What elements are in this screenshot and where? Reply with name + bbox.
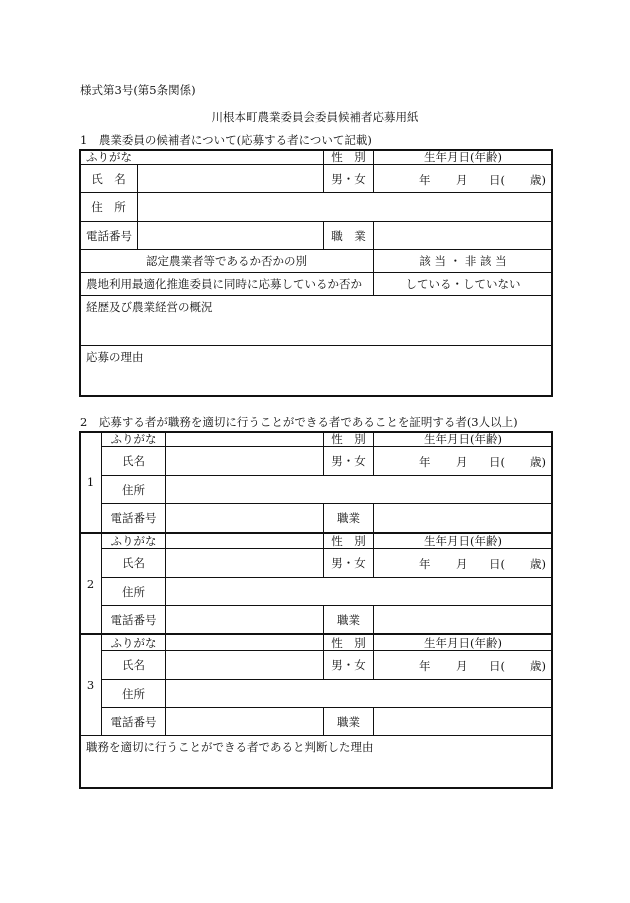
s2-2-name-label: 氏名 xyxy=(122,556,145,570)
s2-judgement-label: 職務を適切に行うことができる者であると判断した理由 xyxy=(86,740,374,754)
s1-reason-field[interactable] xyxy=(80,346,552,395)
s2-2-address-label: 住所 xyxy=(122,584,145,599)
s2-1-year: 年 xyxy=(419,455,431,469)
s2-1-day: 日( xyxy=(489,455,505,469)
s2-2-age: 歳) xyxy=(530,557,546,571)
s1-phone-field[interactable] xyxy=(138,222,323,249)
s2-3-birth-header: 生年月日(年齢) xyxy=(424,635,502,650)
s1-birth-header: 生年月日(年齢) xyxy=(424,149,502,164)
s2-number-1: 1 xyxy=(86,475,95,489)
s2-3-job-field[interactable] xyxy=(374,708,552,735)
s2-2-name-field[interactable] xyxy=(166,549,323,577)
s2-3-sex-value[interactable]: 男・女 xyxy=(331,658,366,672)
s2-1-address-field[interactable] xyxy=(166,476,552,503)
s2-3-sex-header: 性 別 xyxy=(331,635,366,650)
s1-career-label: 経歴及び農業経営の概況 xyxy=(86,300,213,314)
section2-heading: 2 応募する者が職務を適切に行うことができる者であることを証明する者(3人以上) xyxy=(80,415,518,429)
s2-1-furigana-label: ふりがな xyxy=(110,432,157,446)
s1-name-field[interactable] xyxy=(138,165,323,192)
s2-1-phone-field[interactable] xyxy=(166,504,323,532)
s2-2-furigana-label: ふりがな xyxy=(110,534,157,548)
s2-judgement-field[interactable] xyxy=(80,736,552,787)
s1-day: 日( xyxy=(489,173,505,187)
s2-number-2: 2 xyxy=(86,576,95,591)
s2-2-sex-header: 性 別 xyxy=(331,534,366,548)
s2-2-month: 月 xyxy=(456,557,468,571)
section1-heading: 1 農業委員の候補者について(応募する者について記載) xyxy=(80,133,372,147)
s2-2-job-label: 職業 xyxy=(337,612,360,627)
s2-1-sex-header: 性 別 xyxy=(331,432,366,446)
s1-month: 月 xyxy=(456,173,468,187)
s2-2-day: 日( xyxy=(489,557,505,571)
s1-concurrent-answer[interactable]: している・していない xyxy=(405,277,521,291)
s2-1-job-label: 職業 xyxy=(337,511,360,525)
s1-address-label: 住 所 xyxy=(91,200,126,214)
s1-name-label: 氏 名 xyxy=(91,171,126,186)
s2-1-birth-header: 生年月日(年齢) xyxy=(424,432,502,446)
form-title: 川根本町農業委員会委員候補者応募用紙 xyxy=(211,110,419,124)
s2-2-birth-header: 生年月日(年齢) xyxy=(424,534,502,548)
s1-concurrent-question: 農地利用最適化推進委員に同時に応募しているか否か xyxy=(86,277,362,291)
s2-1-name-field[interactable] xyxy=(166,447,323,475)
s2-3-month: 月 xyxy=(456,659,468,673)
s2-3-age: 歳) xyxy=(530,659,546,673)
form-number: 様式第3号(第5条関係) xyxy=(80,83,196,97)
s2-number-3: 3 xyxy=(86,678,95,692)
s1-address-field[interactable] xyxy=(138,193,552,221)
s2-3-furigana-label: ふりがな xyxy=(110,635,157,650)
s2-1-month: 月 xyxy=(456,455,468,469)
s2-3-name-label: 氏名 xyxy=(122,658,145,672)
s2-3-address-label: 住所 xyxy=(122,686,145,701)
s2-1-name-label: 氏名 xyxy=(122,454,145,468)
s1-certified-question: 認定農業者等であるか否かの別 xyxy=(146,254,307,268)
s1-career-field[interactable] xyxy=(80,296,552,345)
s2-1-sex-value[interactable]: 男・女 xyxy=(331,454,366,468)
s2-1-age: 歳) xyxy=(530,455,546,469)
s1-certified-answer[interactable]: 該 当 ・ 非 該 当 xyxy=(419,254,507,268)
s2-3-address-field[interactable] xyxy=(166,680,552,707)
s2-2-year: 年 xyxy=(419,557,431,571)
s2-2-sex-value[interactable]: 男・女 xyxy=(331,556,366,570)
s2-3-name-field[interactable] xyxy=(166,651,323,679)
s2-3-job-label: 職業 xyxy=(337,714,360,729)
s2-1-job-field[interactable] xyxy=(374,504,552,532)
s1-reason-label: 応募の理由 xyxy=(86,350,144,364)
s2-3-phone-label: 電話番号 xyxy=(110,714,157,729)
s2-3-day: 日( xyxy=(489,659,505,673)
s2-2-address-field[interactable] xyxy=(166,578,552,605)
s1-phone-label: 電話番号 xyxy=(86,228,132,243)
s1-year: 年 xyxy=(419,173,431,187)
s1-age: 歳) xyxy=(530,173,546,187)
s1-job-label: 職 業 xyxy=(331,228,366,243)
s2-2-job-field[interactable] xyxy=(374,606,552,633)
s2-2-phone-field[interactable] xyxy=(166,606,323,633)
s1-job-field[interactable] xyxy=(374,222,552,249)
s2-2-phone-label: 電話番号 xyxy=(110,612,157,627)
s2-1-address-label: 住所 xyxy=(122,482,145,497)
s1-furigana-label: ふりがな xyxy=(86,149,132,164)
s1-sex-value[interactable]: 男・女 xyxy=(331,171,366,186)
s2-3-year: 年 xyxy=(419,659,431,673)
s2-1-phone-label: 電話番号 xyxy=(110,511,157,525)
s1-sex-header: 性 別 xyxy=(331,149,366,164)
s2-3-phone-field[interactable] xyxy=(166,708,323,735)
